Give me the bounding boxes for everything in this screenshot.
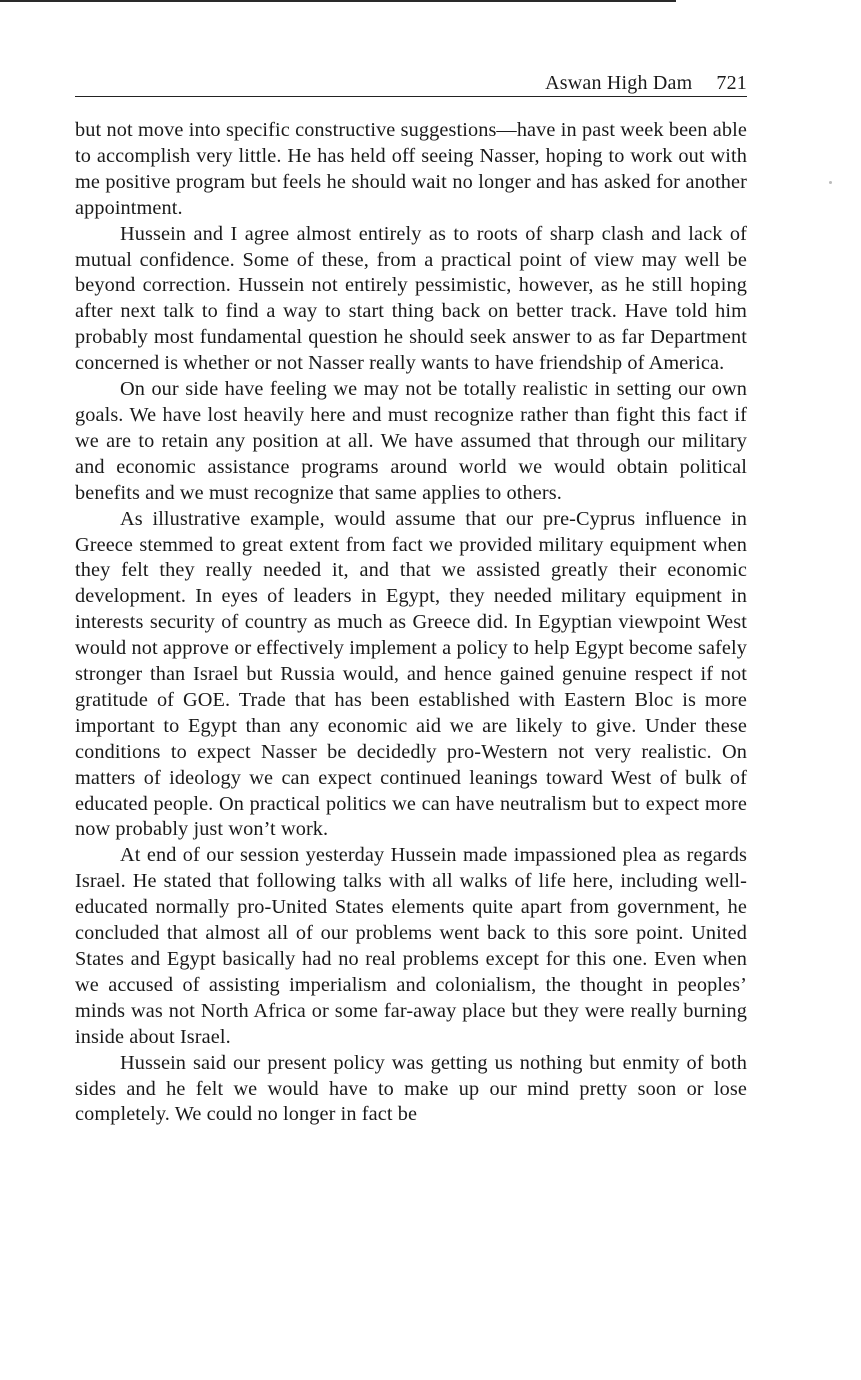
paragraph-continuation: but not move into specific constructive suggestions—have in past week been able to accomplish very little. He has held off seeing Nasser, hoping to work out with me positive program but feels he should wait no longer and has asked for another appointment. xyxy=(75,119,747,219)
paragraph: At end of our session yesterday Hussein made impassioned plea as regards Israel. He stated that following talks with all walks of life here, including well-educated normally pro-United States elements quite apart from government, he concluded that almost all of our problems went back to this sore point. United States and Egypt basically had no real problems except for this one. Even when we accused of assisting imperialism and colonialism, the thought in peoples’ minds was not North Africa or some far-away place but they were really burning inside about Israel. xyxy=(75,844,747,1048)
paragraph: As illustrative example, would assume that our pre-Cyprus influence in Greece stemmed to great extent from fact we provided military equipment when they felt they really needed it, and that we assisted greatly their economic development. In eyes of leaders in Egypt, they needed military equipment in interests security of country as much as Greece did. In Egyptian viewpoint West would not approve or effectively implement a policy to help Egypt become safely stronger than Israel but Russia would, and hence gained genuine respect if not gratitude of GOE. Trade that has been established with Eastern Bloc is more important to Egypt than any economic aid we are likely to give. Under these conditions to expect Nasser be decidedly pro-Western not very realistic. On matters of ideology we can expect continued leanings toward West of bulk of educated people. On practical politics we can have neutralism but to expect more now probably just won’t work. xyxy=(75,507,747,841)
running-head-title: Aswan High Dam xyxy=(545,72,693,94)
document-body xyxy=(75,118,747,1128)
page-number: 721 xyxy=(716,72,747,94)
paragraph: Hussein said our present policy was getting us nothing but enmity of both sides and he felt we would have to make up our mind pretty soon or lose completely. We could no longer in fact be xyxy=(75,1051,747,1126)
paragraph: On our side have feeling we may not be totally realistic in setting our own goals. We have lost heavily here and must recognize rather than fight this fact if we are to retain any position at all. We have assumed that through our military and economic assistance programs around world we would obtain political benefits and we must recognize that same applies to others. xyxy=(75,378,747,504)
running-head xyxy=(75,70,747,97)
scan-edge-line xyxy=(0,0,676,2)
stray-mark xyxy=(829,181,832,184)
paragraph: Hussein and I agree almost entirely as to roots of sharp clash and lack of mutual confidence. Some of these, from a practical point of view may well be beyond correction. Hussein not entirely pessimistic, however, as he still hoping after next talk to find a way to start thing back on better track. Have told him probably most fundamental question he should seek answer to as far Department concerned is whether or not Nasser really wants to have friendship of America. xyxy=(75,222,747,375)
